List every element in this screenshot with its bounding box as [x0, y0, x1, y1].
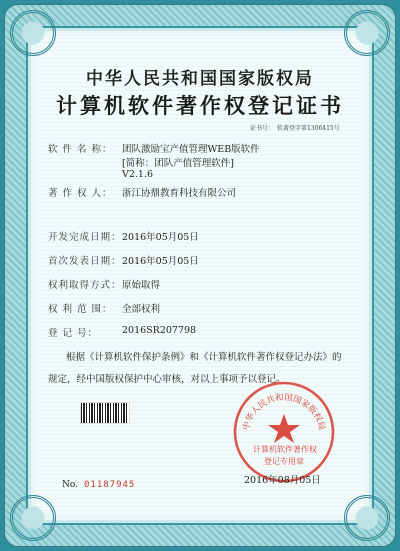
publish-date-label: 首次发表日期： [48, 256, 122, 267]
serial-label: No. [62, 480, 78, 490]
serial-value: 01187945 [84, 480, 136, 490]
registration-number-label: 登 记 号： [48, 328, 99, 339]
registration-number: 2016SR207798 [122, 325, 197, 336]
acquisition-method-label: 权利取得方式： [48, 280, 122, 291]
barcode-icon [80, 402, 130, 424]
software-name: 团队激励宝产值管理WEB版软件 [122, 144, 260, 155]
rights-scope-label: 权 利 范 围： [48, 304, 113, 315]
corner-ornament-icon [344, 10, 390, 56]
certificate-number [250, 123, 340, 132]
software-name-label: 软 件 名 称： [48, 144, 113, 155]
dev-date-label: 开发完成日期： [48, 232, 122, 243]
corner-ornament-icon [10, 495, 56, 541]
official-seal-icon [232, 380, 336, 484]
statement-line-2: 规定，经中国版权保护中心审核，对以上事项予以登记。 [48, 374, 286, 385]
software-short-name: [简称：团队产值管理软件] [122, 158, 234, 169]
seal-center-line-1: 计算机软件著作权 [253, 445, 317, 454]
serial-number [62, 480, 135, 490]
corner-ornament-icon [10, 10, 56, 56]
rights-scope: 全部权利 [122, 304, 161, 315]
copyright-owner-label: 著 作 权 人： [48, 188, 113, 199]
certificate-number-value: 软著登字第1306415号 [277, 125, 340, 132]
seal-star-icon [268, 414, 300, 443]
corner-ornament-icon [344, 495, 390, 541]
dev-date: 2016年05月05日 [122, 232, 199, 243]
issue-date: 2016年08月05日 [244, 475, 321, 486]
seal-ring-text: 中华人民共和国国家版权局 [241, 392, 327, 432]
copyright-owner: 浙江协鼎教育科技有限公司 [122, 188, 237, 199]
acquisition-method: 原始取得 [122, 280, 161, 291]
certificate-title: 计算机软件著作权登记证书 [56, 93, 344, 118]
statement-line-1: 根据《计算机软件保护条例》和《计算机软件著作权登记办法》的 [66, 352, 342, 363]
seal-center-line-2: 登记专用章 [264, 457, 304, 466]
software-version: V2.1.6 [122, 169, 154, 180]
publish-date: 2016年05月05日 [122, 256, 199, 267]
certificate-number-label: 证书号： [250, 125, 275, 132]
issuing-authority: 中华人民共和国国家版权局 [86, 69, 314, 89]
